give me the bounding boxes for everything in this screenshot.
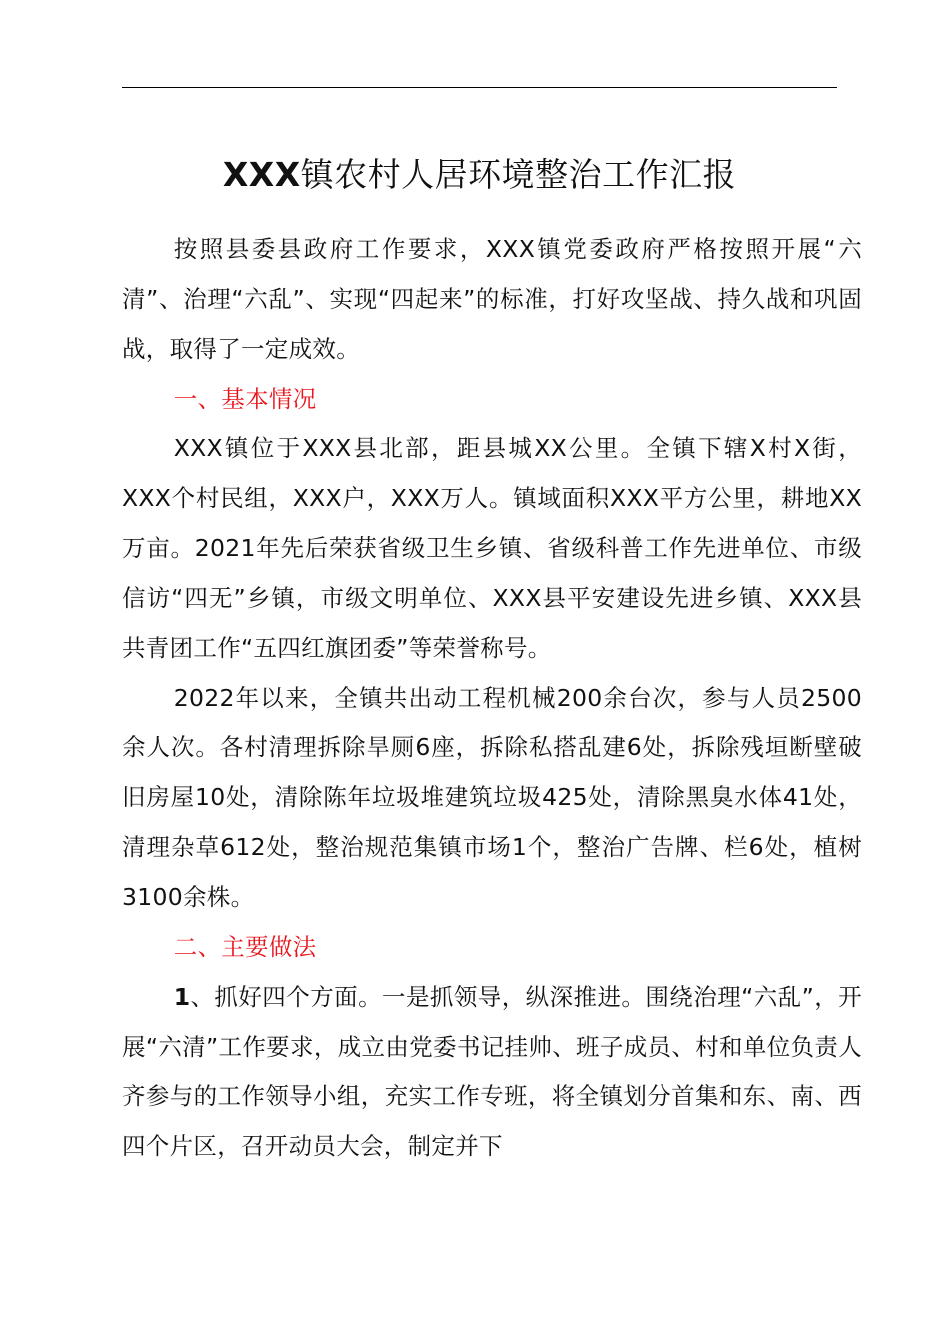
- title-prefix: XXX: [222, 155, 301, 194]
- header-rule: [122, 87, 837, 88]
- section-heading-basic-situation: 一、基本情况: [173, 384, 317, 413]
- stats-2022-paragraph: 2022年以来，全镇共出动工程机械200余台次，参与人员2500余人次。各村清理拆除旱厕6座，拆除私搭乱建6处，拆除残垣断壁破旧房屋10处，清除陈年垃圾堆建筑垃圾425处，清除黑臭水体41处，清理杂草612处，整治规范集镇市场1个，整治广告牌、栏6处，植树3100余株。: [122, 683, 862, 911]
- basic-info-paragraph: XXX镇位于XXX县北部，距县城XX公里。全镇下辖X村X街，XXX个村民组，XXX户，XXX万人。镇域面积XXX平方公里，耕地XX万亩。2021年先后荣获省级卫生乡镇、省级科普工作先进单位、市级信访“四无”乡镇，市级文明单位、XXX县平安建设先进乡镇、XXX县共青团工作“五四红旗团委”等荣誉称号。: [122, 434, 862, 662]
- document-body: [122, 225, 862, 1172]
- title-rest: 镇农村人居环境整治工作汇报: [300, 155, 737, 194]
- item-1-paragraph: [122, 973, 862, 1172]
- document-title: [122, 150, 837, 200]
- intro-paragraph: 按照县委县政府工作要求，XXX镇党委政府严格按照开展“六清”、治理“六乱”、实现“四起来”的标准，打好攻坚战、持久战和巩固战，取得了一定成效。: [122, 235, 862, 363]
- item-1-text: 、抓好四个方面。一是抓领导，纵深推进。围绕治理“六乱”，开展“六清”工作要求，成立由党委书记挂帅、班子成员、村和单位负责人齐参与的工作领导小组，充实工作专班，将全镇划分首集和东、南、西四个片区，召开动员大会，制定并下: [122, 982, 862, 1161]
- item-1-number: 1: [173, 982, 191, 1011]
- section-heading-main-practices: 二、主要做法: [173, 932, 317, 961]
